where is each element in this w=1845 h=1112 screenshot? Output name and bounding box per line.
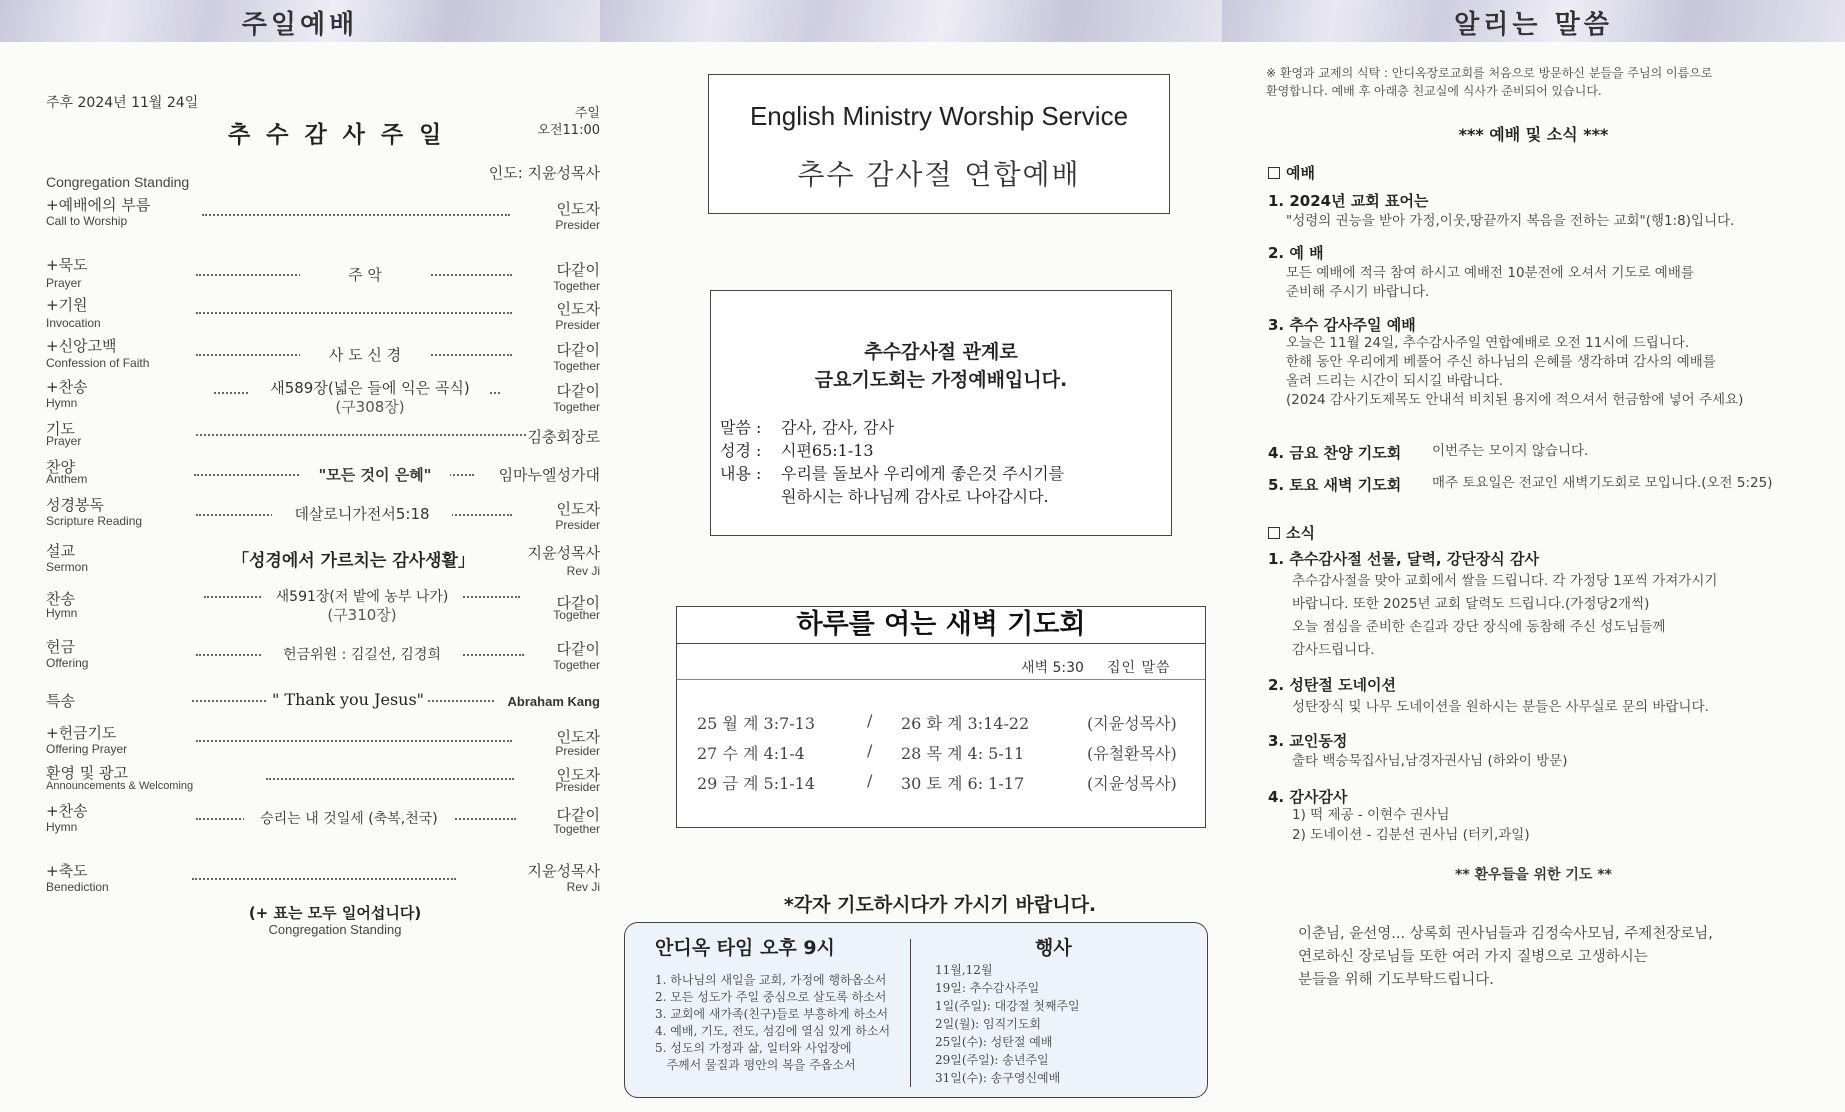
item-label: +묵도 <box>46 256 88 274</box>
n1-body-2: 바랍니다. 또한 2025년 교회 달력도 드립니다.(가정당2개씩) <box>1292 596 1650 612</box>
item-who-en: Together <box>553 400 600 414</box>
word-text: 감사, 감사, 감사 <box>781 418 895 437</box>
item-label-en: Offering Prayer <box>46 742 128 756</box>
dawn-preacher: (지윤성목사) <box>1087 774 1177 793</box>
w3-body-2: 한해 동안 우리에게 베풀어 주신 하나님의 은혜를 생각하며 감사의 예배를 <box>1286 354 1716 370</box>
item-label: +찬송 <box>46 802 88 820</box>
item-label: 성경봉독 <box>46 496 104 514</box>
item-label: 기도 <box>46 420 75 438</box>
item-who-en: Presider <box>555 318 600 332</box>
item-content: 주 악 <box>300 264 430 285</box>
event-item: 29일(주일): 송년주일 <box>935 1053 1049 1067</box>
welcome-line-2: 환영합니다. 예배 후 아래층 친교실에 식사가 준비되어 있습니다. <box>1266 84 1602 98</box>
item-who: 인도자 <box>556 728 600 746</box>
dawn-prayer-box <box>676 606 1206 828</box>
service-label: 주일 <box>574 106 600 121</box>
middle-banner <box>600 0 1222 42</box>
right-banner-title: 알리는 말씀 <box>1454 10 1613 40</box>
item-label-en: Prayer <box>46 276 82 290</box>
item-who-en: Together <box>553 359 600 373</box>
w5-body: 매주 토요일은 전교인 새벽기도회로 모입니다.(오전 5:25) <box>1432 475 1773 491</box>
item-sub: (구310장) <box>327 606 397 624</box>
item-who-en: Rev Ji <box>566 880 600 894</box>
dawn-day-b: 26 화 계 3:14-22 <box>901 714 1030 733</box>
congregation-standing-header: Congregation Standing <box>46 174 190 190</box>
checkbox-square-icon <box>1268 527 1280 539</box>
item-label: +예배에의 부름 <box>46 196 151 214</box>
item-content: 새591장(저 밭에 농부 나가) <box>262 586 462 606</box>
w3-title: 3. 추수 감사주일 예배 <box>1268 316 1416 334</box>
item-label-en: Call to Worship <box>46 214 128 228</box>
standing-footnote-en: Congregation Standing <box>268 922 402 937</box>
antioch-item: 3. 교회에 새가족(친구)들로 부흥하게 하소서 <box>655 1007 889 1021</box>
dawn-day-a: 27 수 계 4:1-4 <box>697 744 805 763</box>
item-label: 환영 및 광고 <box>46 764 128 782</box>
news-section-label: 소식 <box>1286 524 1315 542</box>
item-label: +기원 <box>46 296 88 314</box>
sermon-title: 「성경에서 가르치는 감사생활」 <box>232 551 475 571</box>
item-who: 지윤성목사 <box>527 544 600 562</box>
em-service-title: English Ministry Worship Service <box>749 101 1129 131</box>
item-label: 찬송 <box>46 590 75 608</box>
item-label-en: Hymn <box>46 396 78 410</box>
welcome-line-1: ※ 환영과 교제의 식탁 : 안디옥장로교회를 처음으로 방문하신 분들을 주님의 이름으로 <box>1266 66 1713 80</box>
w1-title: 1. 2024년 교회 표어는 <box>1268 192 1429 210</box>
n4-body-1: 1) 떡 제공 - 이현수 권사님 <box>1292 807 1450 823</box>
w1-body: "성령의 권능을 받아 가정,이웃,땅끝까지 복음을 전하는 교회"(행1:8)입니다. <box>1286 213 1735 229</box>
item-label: 헌금 <box>46 638 75 656</box>
item-label-en: Announcements & Welcoming <box>46 780 194 792</box>
friday-notice-box <box>710 290 1172 536</box>
bible-text: 시편65:1-13 <box>781 441 874 460</box>
item-content: 새589장(넓은 들에 익은 곡식) <box>250 377 490 398</box>
w5-title: 5. 토요 새벽 기도회 <box>1268 476 1402 494</box>
item-who: 인도자 <box>556 500 600 518</box>
item-label-en: Sermon <box>46 560 89 574</box>
item-who: 인도자 <box>556 766 600 784</box>
checkbox-square-icon <box>1268 167 1280 179</box>
antioch-events-box <box>624 922 1208 1098</box>
dotted-leader <box>192 878 456 880</box>
item-who: 김충회장로 <box>527 428 600 446</box>
dawn-preacher: (지윤성목사) <box>1087 714 1177 733</box>
event-item: 19일: 추수감사주일 <box>935 981 1040 995</box>
item-content: 헌금위원 : 김길선, 김경희 <box>262 644 462 664</box>
service-time: 오전11:00 <box>537 123 600 138</box>
notice-line-2: 금요기도회는 가정예배입니다. <box>814 369 1068 391</box>
item-who: 지윤성목사 <box>527 862 600 880</box>
item-label: +신앙고백 <box>46 337 117 355</box>
item-label-en: Benediction <box>46 880 109 894</box>
n4-body-2: 2) 도네이션 - 김분선 권사님 (터키,과일) <box>1292 827 1530 843</box>
n1-body-4: 감사드립니다. <box>1292 642 1375 658</box>
item-who-en: Presider <box>555 218 600 232</box>
event-item: 1일(주일): 대강절 첫째주일 <box>935 999 1080 1013</box>
item-content: 승리는 내 것일세 (축복,천국) <box>244 808 454 828</box>
column-divider <box>910 939 911 1087</box>
item-label-en: Scripture Reading <box>46 514 143 528</box>
middle-panel <box>600 0 1222 1112</box>
dotted-leader <box>196 434 526 436</box>
w3-body-4: (2024 감사기도제목도 안내석 비치된 용지에 적으셔서 헌금함에 넣어 주세요) <box>1286 392 1744 408</box>
event-item: 11월,12월 <box>935 963 993 977</box>
dawn-separator: / <box>867 771 873 790</box>
worship-news-header: *** 예배 및 소식 *** <box>1458 125 1609 144</box>
item-who: 다같이 <box>556 261 600 279</box>
dawn-day-b: 28 목 계 4: 5-11 <box>901 744 1025 763</box>
sick-line-3: 분들을 위해 기도부탁드립니다. <box>1298 972 1494 988</box>
item-who: 다같이 <box>556 382 600 400</box>
item-label-en: Anthem <box>46 472 88 486</box>
item-label: +헌금기도 <box>46 724 117 742</box>
dawn-divider <box>677 679 1205 680</box>
item-who-en: Together <box>553 608 600 622</box>
n2-title: 2. 성탄절 도네이션 <box>1268 676 1397 694</box>
left-banner-title: 주일예배 <box>241 10 359 40</box>
order-of-worship-panel <box>0 0 600 1112</box>
bible-label: 성경 : <box>720 441 762 460</box>
item-label: 특송 <box>46 692 75 710</box>
service-date: 주후 2024년 11월 24일 <box>46 95 199 111</box>
sick-line-1: 이춘님, 윤선영... 상록회 권사님들과 김정숙사모님, 주제천장로님, <box>1298 926 1713 942</box>
w2-title: 2. 예 배 <box>1268 244 1324 262</box>
item-label-en: Prayer <box>46 434 82 448</box>
antioch-item: 2. 모든 성도가 주일 중심으로 살도록 하소서 <box>655 990 887 1004</box>
dawn-preacher: (유철환목사) <box>1087 744 1177 763</box>
item-content: " Thank you Jesus" <box>268 690 428 709</box>
item-who: 다같이 <box>556 594 600 612</box>
dawn-separator: / <box>867 711 873 730</box>
n4-title: 4. 감사감사 <box>1268 788 1348 806</box>
announcements-panel <box>1222 0 1845 1112</box>
content-label: 내용 : <box>720 464 762 483</box>
dawn-day-b: 30 토 계 6: 1-17 <box>901 774 1025 793</box>
dawn-day-a: 25 월 계 3:7-13 <box>697 714 816 733</box>
item-label-en: Confession of Faith <box>46 356 150 370</box>
w2-body-2: 준비해 주시기 바랍니다. <box>1286 284 1430 300</box>
events-title: 행사 <box>1035 937 1072 959</box>
content-line-1: 우리를 돌보사 우리에게 좋은것 주시기를 <box>781 464 1065 483</box>
event-item: 2일(월): 임직기도회 <box>935 1017 1042 1031</box>
item-label-en: Hymn <box>46 820 78 834</box>
item-who-en: Presider <box>555 744 600 758</box>
item-who: 다같이 <box>556 341 600 359</box>
item-who: 다같이 <box>556 640 600 658</box>
n1-title: 1. 추수감사절 선물, 달력, 강단장식 감사 <box>1268 550 1539 568</box>
antioch-item: 1. 하나님의 새일을 교회, 가정에 행하옵소서 <box>655 973 887 987</box>
n3-body: 출타 백승묵집사님,남경자권사님 (하와이 방문) <box>1292 753 1568 769</box>
dawn-day-a: 29 금 계 5:1-14 <box>697 774 816 793</box>
dotted-leader <box>266 778 514 780</box>
item-who-en: Presider <box>555 780 600 794</box>
dawn-time: 새벽 5:30 <box>1021 660 1084 676</box>
item-who-en: Presider <box>555 518 600 532</box>
item-content: 사 도 신 경 <box>300 344 430 365</box>
w4-title: 4. 금요 찬양 기도회 <box>1268 444 1402 462</box>
item-label: 찬양 <box>46 458 75 476</box>
item-content: 데살로니가전서5:18 <box>272 503 452 524</box>
n2-body: 성탄장식 및 나무 도네이션을 원하시는 분들은 사무실로 문의 바랍니다. <box>1292 699 1709 715</box>
item-sub: (구308장) <box>335 398 405 416</box>
dotted-leader <box>196 312 512 314</box>
item-who: 인도자 <box>556 300 600 318</box>
n1-body-3: 오늘 점심을 준비한 손길과 강단 장식에 동참해 주신 성도님들께 <box>1292 619 1666 635</box>
item-label: 설교 <box>46 542 75 560</box>
dawn-word: 집인 말씀 <box>1107 660 1171 676</box>
dawn-separator: / <box>867 741 873 760</box>
w3-body-3: 올려 드리는 시간이 되시길 바랍니다. <box>1286 373 1504 389</box>
notice-line-1: 추수감사절 관계로 <box>864 341 1018 363</box>
worship-section-head <box>1268 162 1315 183</box>
dotted-leader <box>196 740 512 742</box>
antioch-item: 5. 성도의 가정과 삶, 일터와 사업장에 <box>655 1041 852 1055</box>
dotted-leader <box>202 214 510 216</box>
item-label: +찬송 <box>46 378 88 396</box>
item-content: "모든 것이 은혜" <box>300 464 450 485</box>
antioch-title: 안디옥 타임 오후 9시 <box>655 937 835 959</box>
item-label-en: Hymn <box>46 606 78 620</box>
content-line-2: 원하시는 하나님께 감사로 나아갑시다. <box>781 487 1049 506</box>
item-who-en: Together <box>553 822 600 836</box>
em-service-subtitle: 추수 감사절 연합예배 <box>797 158 1081 191</box>
n1-body-1: 추수감사절을 맞아 교회에서 쌀을 드립니다. 각 가정당 1포씩 가져가시기 <box>1292 573 1718 589</box>
item-who-en: Together <box>553 279 600 293</box>
antioch-item: 주께서 물질과 평안의 복을 주옵소서 <box>655 1058 856 1072</box>
item-who: 다같이 <box>556 806 600 824</box>
event-item: 31일(수): 송구영신예배 <box>935 1071 1061 1085</box>
dawn-prayer-title: 하루를 여는 새벽 기도회 <box>677 607 1205 644</box>
item-label-en: Offering <box>46 656 89 670</box>
word-label: 말씀 : <box>720 418 762 437</box>
sick-prayer-header: ** 환우들을 위한 기도 ** <box>1455 867 1612 883</box>
pray-note: *각자 기도하시다가 가시기 바랍니다. <box>783 894 1097 916</box>
sick-line-2: 연로하신 장로님들 또한 여러 가지 질병으로 고생하시는 <box>1298 949 1648 965</box>
em-service-box <box>708 74 1170 214</box>
w3-body-1: 오늘은 11월 24일, 추수감사주일 연합예배로 오전 11시에 드립니다. <box>1286 335 1690 351</box>
w4-body: 이번주는 모이지 않습니다. <box>1432 443 1589 459</box>
worship-leader: 인도: 지윤성목사 <box>488 164 600 182</box>
service-title: 추 수 감 사 주 일 <box>228 122 446 148</box>
w2-body-1: 모든 예배에 적극 참여 하시고 예배전 10분전에 오셔서 기도로 예배를 <box>1286 265 1694 281</box>
item-who-en: Together <box>553 658 600 672</box>
item-label: +축도 <box>46 862 88 880</box>
item-who: 임마누엘성가대 <box>498 466 600 484</box>
item-label-en: Invocation <box>46 316 101 330</box>
worship-section-label: 예배 <box>1286 164 1315 182</box>
item-who-en: Rev Ji <box>566 564 600 578</box>
item-who: Abraham Kang <box>507 694 600 709</box>
standing-footnote: (+ 표는 모두 일어섭니다) <box>248 904 422 922</box>
n3-title: 3. 교인동정 <box>1268 732 1348 750</box>
event-item: 25일(수): 성탄절 예배 <box>935 1035 1053 1049</box>
news-section-head <box>1268 522 1315 543</box>
item-who: 인도자 <box>556 200 600 218</box>
antioch-item: 4. 예배, 기도, 전도, 섬김에 열심 있게 하소서 <box>655 1024 891 1038</box>
